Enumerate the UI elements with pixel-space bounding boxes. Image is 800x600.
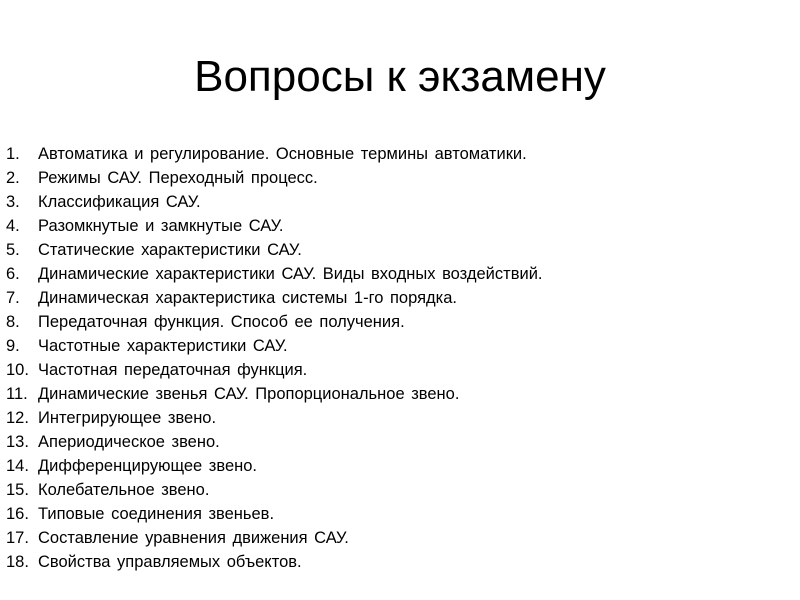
question-text: Свойства управляемых объектов. bbox=[38, 553, 302, 571]
question-text: Динамические звенья САУ. Пропорциональное звено. bbox=[38, 385, 460, 403]
question-item bbox=[6, 382, 543, 406]
question-text: Дифференцирующее звено. bbox=[38, 457, 257, 475]
question-item bbox=[6, 190, 543, 214]
question-text: Колебательное звено. bbox=[38, 481, 210, 499]
question-number: 16. bbox=[6, 505, 29, 523]
question-number: 7. bbox=[6, 289, 20, 307]
question-number: 13. bbox=[6, 433, 29, 451]
question-text: Составление уравнения движения САУ. bbox=[38, 529, 349, 547]
question-text: Режимы САУ. Переходный процесс. bbox=[38, 169, 318, 187]
question-text: Частотная передаточная функция. bbox=[38, 361, 308, 379]
question-item bbox=[6, 454, 543, 478]
question-number: 9. bbox=[6, 337, 20, 355]
question-item bbox=[6, 430, 543, 454]
question-text: Интегрирующее звено. bbox=[38, 409, 217, 427]
question-number: 6. bbox=[6, 265, 20, 283]
question-text: Типовые соединения звеньев. bbox=[38, 505, 275, 523]
question-item bbox=[6, 142, 543, 166]
question-text: Статические характеристики САУ. bbox=[38, 241, 302, 259]
question-item bbox=[6, 502, 543, 526]
question-list bbox=[6, 142, 543, 574]
question-item bbox=[6, 238, 543, 262]
question-text: Динамические характеристики САУ. Виды входных воздействий. bbox=[38, 265, 543, 283]
question-item bbox=[6, 166, 543, 190]
question-item bbox=[6, 406, 543, 430]
question-number: 1. bbox=[6, 145, 20, 163]
question-number: 14. bbox=[6, 457, 29, 475]
question-text: Классификация САУ. bbox=[38, 193, 201, 211]
question-number: 8. bbox=[6, 313, 20, 331]
question-number: 11. bbox=[6, 385, 28, 403]
question-item bbox=[6, 478, 543, 502]
question-text: Динамическая характеристика системы 1-го порядка. bbox=[38, 289, 457, 307]
question-item bbox=[6, 214, 543, 238]
question-number: 17. bbox=[6, 529, 29, 547]
question-text: Автоматика и регулирование. Основные термины автоматики. bbox=[38, 145, 527, 163]
question-text: Передаточная функция. Способ ее получения. bbox=[38, 313, 405, 331]
question-number: 3. bbox=[6, 193, 20, 211]
question-item bbox=[6, 526, 543, 550]
question-item bbox=[6, 262, 543, 286]
question-item bbox=[6, 286, 543, 310]
question-text: Апериодическое звено. bbox=[38, 433, 220, 451]
question-number: 15. bbox=[6, 481, 29, 499]
question-item bbox=[6, 358, 543, 382]
question-number: 5. bbox=[6, 241, 20, 259]
question-item bbox=[6, 334, 543, 358]
question-text: Разомкнутые и замкнутые САУ. bbox=[38, 217, 284, 235]
question-number: 4. bbox=[6, 217, 20, 235]
question-number: 10. bbox=[6, 361, 29, 379]
question-item bbox=[6, 550, 543, 574]
question-number: 12. bbox=[6, 409, 29, 427]
question-text: Частотные характеристики САУ. bbox=[38, 337, 288, 355]
slide-title: Вопросы к экзамену bbox=[194, 52, 606, 101]
question-number: 2. bbox=[6, 169, 20, 187]
question-item bbox=[6, 310, 543, 334]
question-number: 18. bbox=[6, 553, 29, 571]
